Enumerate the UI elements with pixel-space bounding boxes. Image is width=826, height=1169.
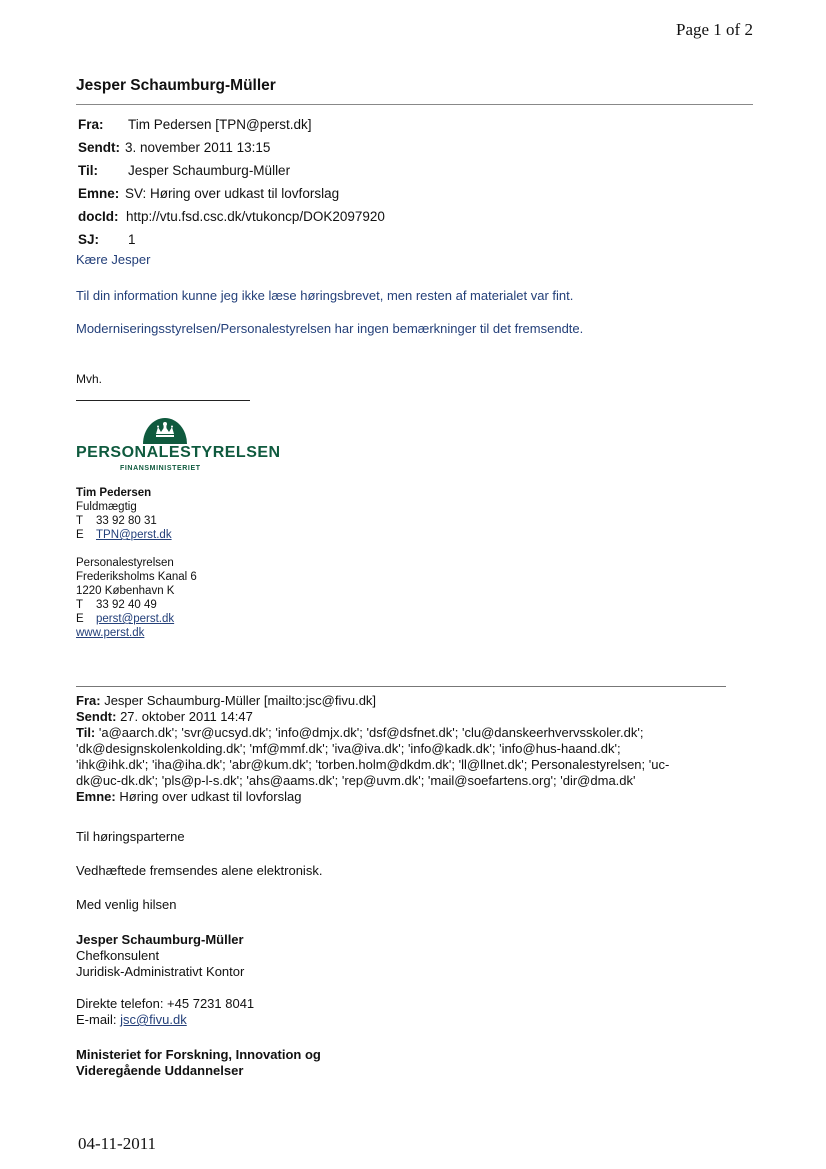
signature-phone-label: T (76, 515, 84, 527)
header-from-value: Tim Pedersen [TPN@perst.dk] (128, 117, 312, 132)
signature-divider (76, 400, 250, 401)
forwarded-to-line-2: 'dk@designskolenkolding.dk'; 'mf@mmf.dk'; 'iva@iva.dk'; 'info@kadk.dk'; 'info@hus-haand.dk'; (76, 741, 621, 756)
header-sj-label: SJ: (78, 232, 100, 247)
header-sj (78, 231, 136, 249)
logo-wordmark: PERSONALESTYRELSEN (76, 444, 281, 461)
header-from (78, 116, 312, 134)
forwarded-signature-title: Chefkonsulent (76, 948, 160, 963)
signature-city: 1220 København K (76, 585, 175, 597)
signature-phone-row (76, 514, 157, 528)
header-sent-label: Sendt: (78, 140, 120, 155)
header-to-value: Jesper Schaumburg-Müller (128, 163, 291, 178)
header-to-label: Til: (78, 163, 98, 178)
forwarded-email-row (76, 1012, 187, 1028)
print-date-stamp: 04-11-2011 (78, 1134, 157, 1153)
forwarded-signature-department: Juridisk-Administrativt Kontor (76, 964, 245, 979)
forwarded-to-line-4: dk@uc-dk.dk'; 'pls@p-l-s.dk'; 'ahs@aams.dk'; 'rep@uvm.dk'; 'mail@soefartens.org'; 'dir@dma.dk' (76, 773, 636, 788)
forwarded-body: Vedhæftede fremsendes alene elektronisk. (76, 863, 323, 878)
reply-paragraph-1: Til din information kunne jeg ikke læse høringsbrevet, men resten af materialet var fint. (76, 288, 574, 303)
forwarded-sent-value: 27. oktober 2011 14:47 (120, 709, 253, 724)
forwarded-salutation: Til høringsparterne (76, 829, 185, 844)
header-docid-value: http://vtu.fsd.csc.dk/vtukoncp/DOK2097920 (126, 209, 385, 224)
header-divider (76, 104, 753, 105)
forwarded-signature-name: Jesper Schaumburg-Müller (76, 932, 244, 947)
forwarded-subject-label: Emne: (76, 789, 116, 804)
forwarded-to-line-3: 'ihk@ihk.dk'; 'iha@iha.dk'; 'abr@kum.dk'; 'torben.holm@dkdm.dk'; 'll@llnet.dk'; Personalestyrelsen; 'uc- (76, 757, 670, 772)
signature-org-email-label: E (76, 613, 84, 625)
forwarded-subject-value: Høring over udkast til lovforslag (119, 789, 302, 804)
header-subject (78, 185, 339, 203)
header-subject-value: SV: Høring over udkast til lovforslag (125, 186, 340, 201)
forwarded-to-label: Til: (76, 725, 96, 740)
signature-email-label: E (76, 529, 84, 541)
mailbox-owner-heading: Jesper Schaumburg-Müller (76, 77, 276, 94)
crown-logo-icon (142, 411, 188, 445)
signature-org-email-link[interactable]: perst@perst.dk (96, 613, 175, 625)
reply-greeting: Kære Jesper (76, 252, 151, 267)
forwarded-from-value: Jesper Schaumburg-Müller [mailto:jsc@fivu.dk] (104, 693, 377, 708)
header-sj-value: 1 (128, 232, 136, 247)
signature-org-phone-row (76, 598, 157, 612)
header-sent (78, 139, 270, 157)
signature-org: Personalestyrelsen (76, 557, 174, 569)
signature-website-link[interactable]: www.perst.dk (76, 627, 145, 639)
forwarded-header (76, 693, 726, 805)
reply-paragraph-2: Moderniseringsstyrelsen/Personalestyrelsen har ingen bemærkninger til det fremsendte. (76, 321, 584, 336)
signature-street: Frederiksholms Kanal 6 (76, 571, 197, 583)
forwarded-from (76, 693, 726, 709)
header-docid (78, 208, 385, 226)
signature-org-phone-label: T (76, 599, 84, 611)
header-docid-label: docId: (78, 209, 119, 224)
header-sent-value: 3. november 2011 13:15 (125, 140, 271, 155)
signature-email-link[interactable]: TPN@perst.dk (96, 529, 172, 541)
header-from-label: Fra: (78, 117, 104, 132)
signature-name: Tim Pedersen (76, 487, 152, 499)
forwarded-ministry-line-2: Videregående Uddannelser (76, 1063, 244, 1078)
signature-title: Fuldmægtig (76, 501, 137, 513)
forwarded-sent-label: Sendt: (76, 709, 117, 724)
forwarded-to-line-1: 'a@aarch.dk'; 'svr@ucsyd.dk'; 'info@dmjx.dk'; 'dsf@dsfnet.dk'; 'clu@danskeerhvervsskoler.dk'; (98, 725, 644, 740)
header-subject-label: Emne: (78, 186, 120, 201)
signature-org-phone: 33 92 40 49 (96, 599, 157, 611)
signature-org-email-row (76, 612, 174, 626)
forwarded-from-label: Fra: (76, 693, 101, 708)
header-to (78, 162, 290, 180)
forwarded-ministry-line-1: Ministeriet for Forskning, Innovation og (76, 1047, 321, 1062)
signature-phone: 33 92 80 31 (96, 515, 157, 527)
forwarded-email-prefix: E-mail: (76, 1012, 117, 1027)
reply-closing: Mvh. (76, 372, 103, 386)
forwarded-regards: Med venlig hilsen (76, 897, 177, 912)
forwarded-subject (76, 789, 726, 805)
signature-email-row (76, 528, 172, 542)
forwarded-to (76, 725, 726, 741)
page-number-label: Page 1 of 2 (676, 20, 753, 39)
forwarded-email-link[interactable]: jsc@fivu.dk (120, 1012, 187, 1027)
signature-website-row (76, 626, 144, 640)
forwarded-divider (76, 686, 726, 687)
forwarded-direct-phone: Direkte telefon: +45 7231 8041 (76, 996, 255, 1011)
logo-subtitle: FINANSMINISTERIET (120, 465, 201, 472)
forwarded-sent (76, 709, 726, 725)
